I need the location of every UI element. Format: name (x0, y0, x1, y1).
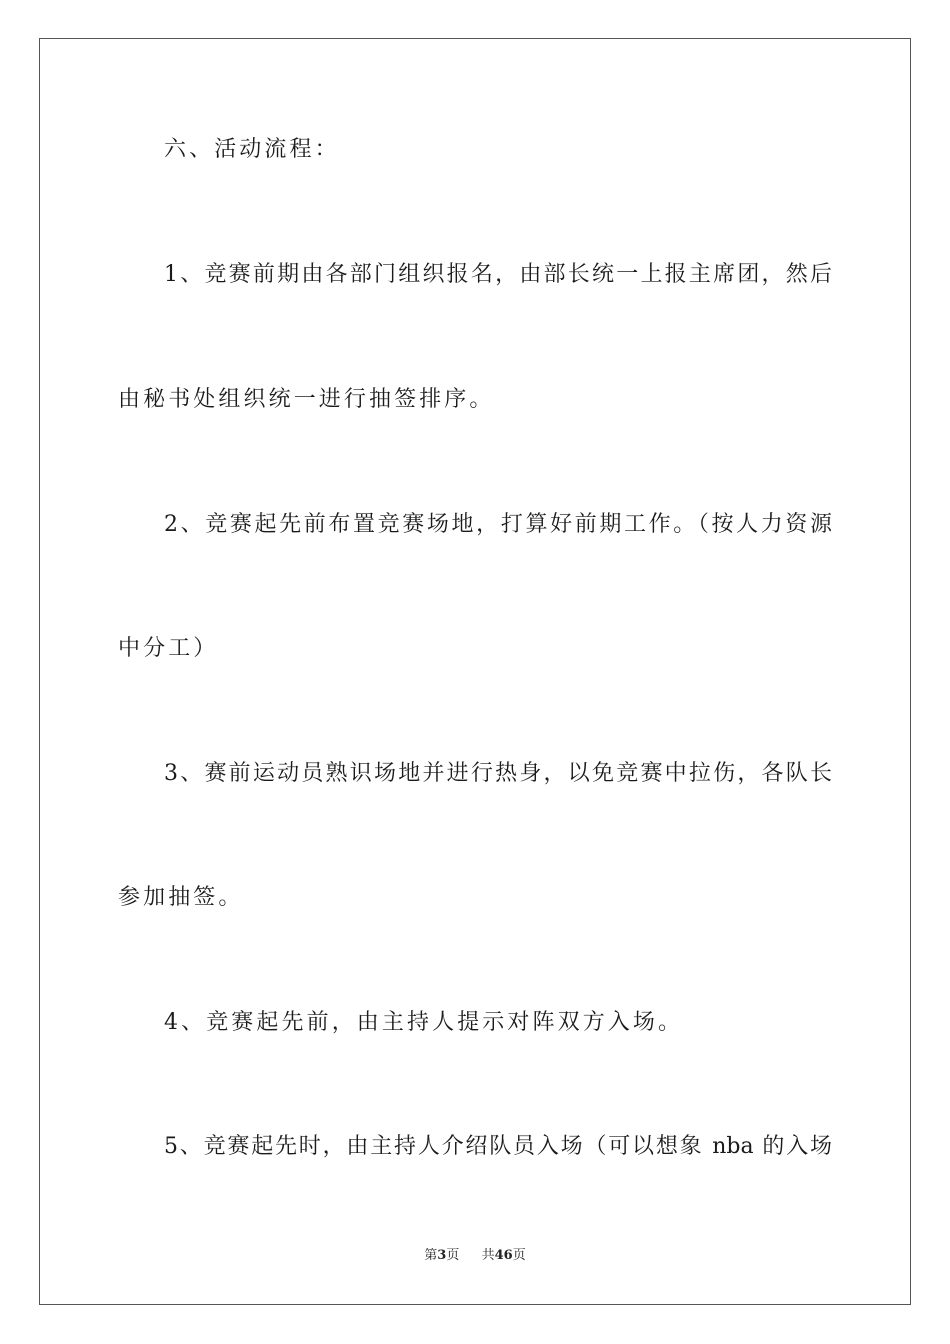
page-border (39, 38, 911, 1305)
paragraph-line: 4、竞赛起先前，由主持人提示对阵双方入场。 (164, 1010, 684, 1035)
section-heading: 六、活动流程： (164, 137, 340, 162)
paragraph-line: 3、赛前运动员熟识场地并进行热身，以免竞赛中拉伤，各队长 (164, 761, 832, 786)
footer-page-prefix: 第 (424, 1248, 438, 1263)
footer-page-number: 3 (437, 1248, 447, 1263)
footer-page-suffix: 页 (446, 1248, 460, 1263)
footer-total-number: 46 (494, 1248, 513, 1263)
paragraph-line: 1、竞赛前期由各部门组织报名，由部长统一上报主席团，然后 (164, 262, 832, 287)
paragraph-line: 参加抽签。 (118, 885, 244, 910)
footer-total-prefix: 共 (481, 1248, 495, 1263)
paragraph-line: 由秘书处组织统一进行抽签排序。 (118, 387, 495, 412)
page-footer (0, 1247, 950, 1265)
paragraph-line: 5、竞赛起先时，由主持人介绍队员入场（可以想象 nba 的入场 (164, 1134, 832, 1159)
paragraph-line: 2、竞赛起先前布置竞赛场地，打算好前期工作。（按人力资源 (164, 512, 832, 537)
footer-total-suffix: 页 (512, 1248, 526, 1263)
paragraph-line: 中分工） (118, 636, 219, 661)
